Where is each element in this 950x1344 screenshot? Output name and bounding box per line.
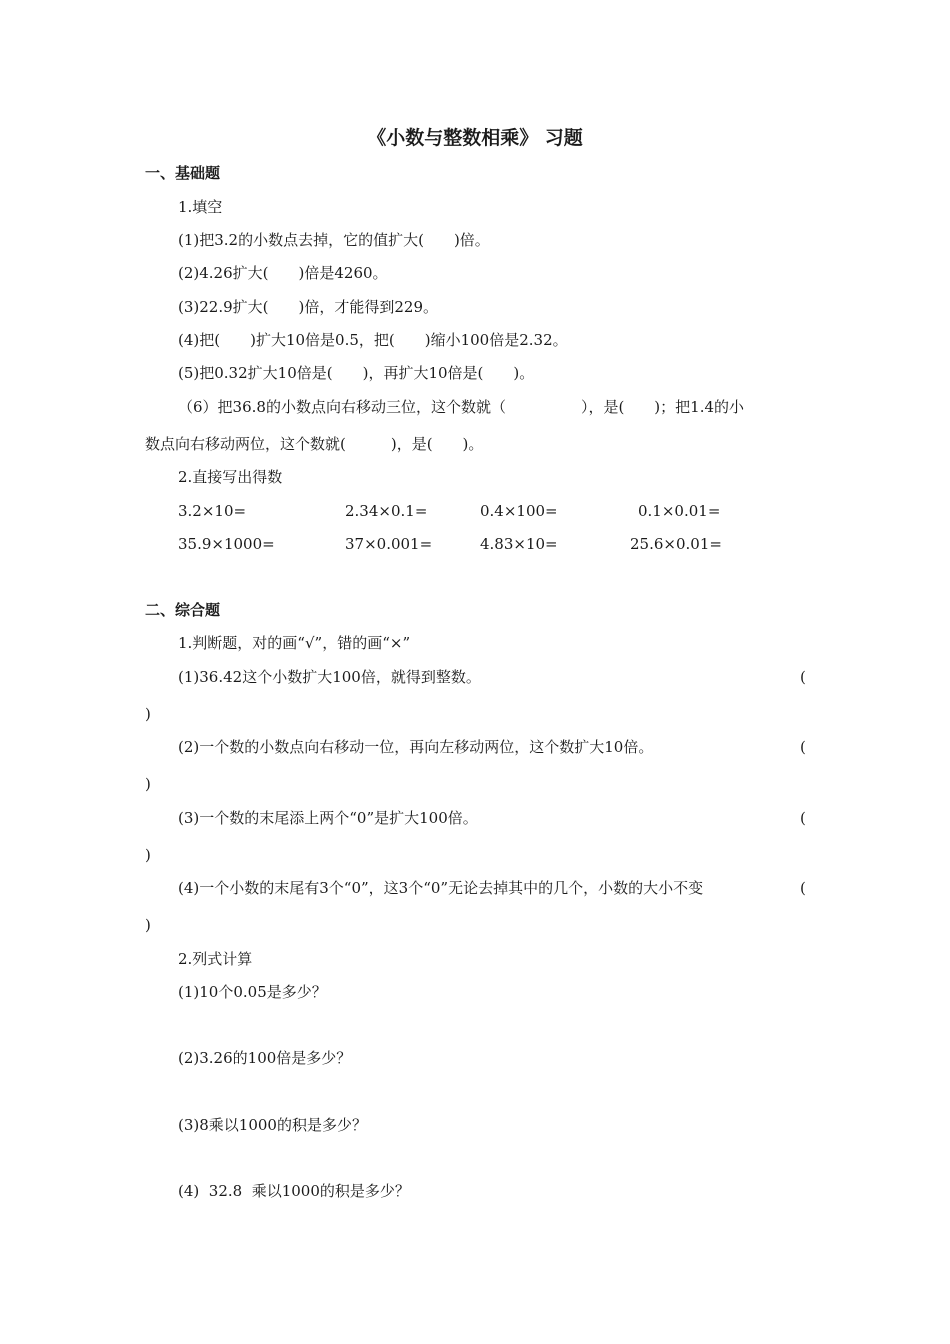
answer-open-paren: ( [800, 738, 806, 756]
column-calc-item-4: (4) 32.8 乘以1000的积是多少？ [178, 1182, 410, 1200]
fill-blank-item-2: (2)4.26扩大( )倍是4260。 [178, 264, 388, 282]
column-calc-item-3: (3)8乘以1000的积是多少？ [178, 1116, 367, 1134]
section-heading-comprehensive: 二、综合题 [145, 601, 221, 619]
calc-item: 25.6×0.01= [630, 535, 722, 553]
question-label-direct-calc: 2.直接写出得数 [178, 468, 283, 486]
true-false-item-2: (2)一个数的小数点向右移动一位，再向左移动两位，这个数扩大10倍。 [178, 738, 654, 756]
question-label-column-calc: 2.列式计算 [178, 950, 253, 968]
fill-blank-item-3: (3)22.9扩大( )倍，才能得到229。 [178, 298, 438, 316]
calc-item: 37×0.001= [345, 535, 433, 553]
answer-open-paren: ( [800, 809, 806, 827]
fill-blank-item-5: (5)把0.32扩大10倍是( )，再扩大10倍是( )。 [178, 364, 535, 382]
fill-blank-item-4: (4)把( )扩大10倍是0.5，把( )缩小100倍是2.32。 [178, 331, 568, 349]
true-false-item-1: (1)36.42这个小数扩大100倍，就得到整数。 [178, 668, 481, 686]
question-label-true-false: 1.判断题，对的画“√”，错的画“×” [178, 634, 411, 652]
fill-blank-item-6: （6）把36.8的小数点向右移动三位，这个数就（ ），是( )；把1.4的小 [178, 398, 745, 416]
answer-close-paren: ) [145, 916, 151, 934]
page-title: 《小数与整数相乘》 习题 [367, 127, 583, 149]
calc-item: 0.1×0.01= [638, 502, 721, 520]
section-heading-basic: 一、基础题 [145, 164, 221, 182]
calc-item: 3.2×10= [178, 502, 247, 520]
fill-blank-item-6-continued: 数点向右移动两位，这个数就( )，是( )。 [145, 435, 484, 453]
true-false-item-4: (4)一个小数的末尾有3个“0”，这3个“0”无论去掉其中的几个，小数的大小不变 [178, 879, 704, 897]
fill-blank-item-1: (1)把3.2的小数点去掉，它的值扩大( )倍。 [178, 231, 490, 249]
answer-open-paren: ( [800, 879, 806, 897]
answer-close-paren: ) [145, 705, 151, 723]
answer-close-paren: ) [145, 846, 151, 864]
column-calc-item-1: (1)10个0.05是多少？ [178, 983, 327, 1001]
answer-close-paren: ) [145, 775, 151, 793]
question-label-fill-blank: 1.填空 [178, 198, 223, 216]
calc-item: 2.34×0.1= [345, 502, 428, 520]
calc-item: 0.4×100= [480, 502, 558, 520]
true-false-item-3: (3)一个数的末尾添上两个“0”是扩大100倍。 [178, 809, 478, 827]
answer-open-paren: ( [800, 668, 806, 686]
column-calc-item-2: (2)3.26的100倍是多少？ [178, 1049, 352, 1067]
calc-item: 4.83×10= [480, 535, 558, 553]
calc-item: 35.9×1000= [178, 535, 275, 553]
